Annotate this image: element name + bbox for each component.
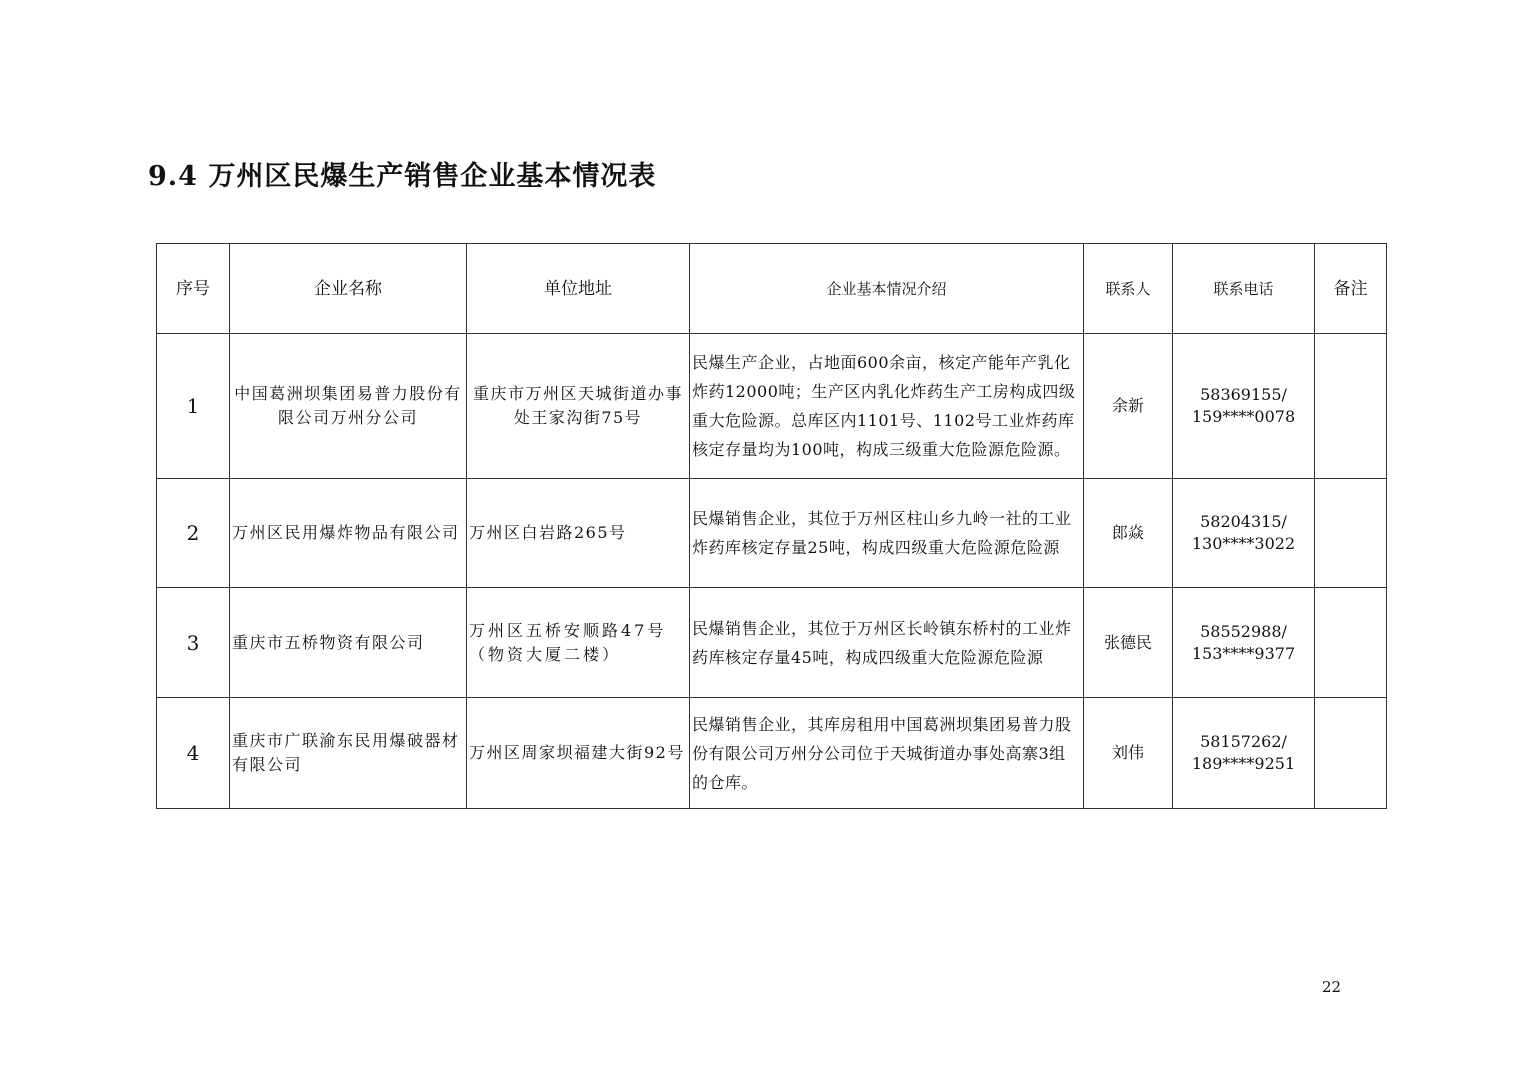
row-name: 重庆市五桥物资有限公司 <box>230 588 467 698</box>
table-row <box>157 698 1387 809</box>
row-phone <box>1173 588 1315 698</box>
row-phone-line1: 58204315/ <box>1200 512 1287 531</box>
row-no: 1 <box>157 334 230 479</box>
row-phone-line2: 130****3022 <box>1191 534 1296 553</box>
header-no: 序号 <box>157 244 230 334</box>
row-address: 万州区白岩路265号 <box>467 479 690 588</box>
table-header-row <box>157 244 1387 334</box>
row-remark <box>1315 698 1387 809</box>
row-phone-line2: 153****9377 <box>1191 643 1296 663</box>
row-no: 4 <box>157 698 230 809</box>
row-phone-line1: 58369155/ <box>1200 385 1287 404</box>
header-description: 企业基本情况介绍 <box>690 244 1084 334</box>
row-address: 万州区周家坝福建大街92号 <box>467 698 690 809</box>
row-name: 中国葛洲坝集团易普力股份有限公司万州分公司 <box>230 334 467 479</box>
row-address: 万州区五桥安顺路47号（物资大厦二楼） <box>467 588 690 698</box>
row-phone-line2: 159****0078 <box>1191 407 1296 426</box>
row-phone <box>1173 334 1315 479</box>
header-remark: 备注 <box>1315 244 1387 334</box>
row-phone <box>1173 479 1315 588</box>
header-address: 单位地址 <box>467 244 690 334</box>
row-description: 民爆销售企业，其库房租用中国葛洲坝集团易普力股份有限公司万州分公司位于天城街道办事处高寨3组的仓库。 <box>690 698 1084 809</box>
table-row <box>157 588 1387 698</box>
row-description: 民爆销售企业，其位于万州区柱山乡九岭一社的工业炸药库核定存量25吨，构成四级重大危险源危险源 <box>690 479 1084 588</box>
row-phone-line1: 58552988/ <box>1200 621 1287 641</box>
row-name: 重庆市广联渝东民用爆破器材有限公司 <box>230 698 467 809</box>
row-no: 3 <box>157 588 230 698</box>
header-phone: 联系电话 <box>1173 244 1315 334</box>
enterprise-table-container <box>156 243 1386 809</box>
table-row <box>157 479 1387 588</box>
header-name: 企业名称 <box>230 244 467 334</box>
row-phone <box>1173 698 1315 809</box>
row-contact: 郎焱 <box>1084 479 1173 588</box>
row-contact: 刘伟 <box>1084 698 1173 809</box>
row-contact: 张德民 <box>1084 588 1173 698</box>
row-name: 万州区民用爆炸物品有限公司 <box>230 479 467 588</box>
row-description: 民爆销售企业，其位于万州区长岭镇东桥村的工业炸药库核定存量45吨，构成四级重大危险源危险源 <box>690 588 1084 698</box>
header-contact: 联系人 <box>1084 244 1173 334</box>
table-row <box>157 334 1387 479</box>
row-remark <box>1315 479 1387 588</box>
row-phone-line2: 189****9251 <box>1191 754 1296 773</box>
row-phone-line1: 58157262/ <box>1200 732 1287 751</box>
page-number: 22 <box>1322 978 1342 996</box>
row-address: 重庆市万州区天城街道办事处王家沟街75号 <box>467 334 690 479</box>
row-remark <box>1315 588 1387 698</box>
row-description: 民爆生产企业，占地面600余亩，核定产能年产乳化炸药12000吨；生产区内乳化炸药生产工房构成四级重大危险源。总库区内1101号、1102号工业炸药库核定存量均为100吨，构成三级重大危险源危险源。 <box>690 334 1084 479</box>
page-title: 9.4 万州区民爆生产销售企业基本情况表 <box>148 161 657 192</box>
row-no: 2 <box>157 479 230 588</box>
enterprise-table <box>156 243 1387 809</box>
row-remark <box>1315 334 1387 479</box>
row-contact: 余新 <box>1084 334 1173 479</box>
